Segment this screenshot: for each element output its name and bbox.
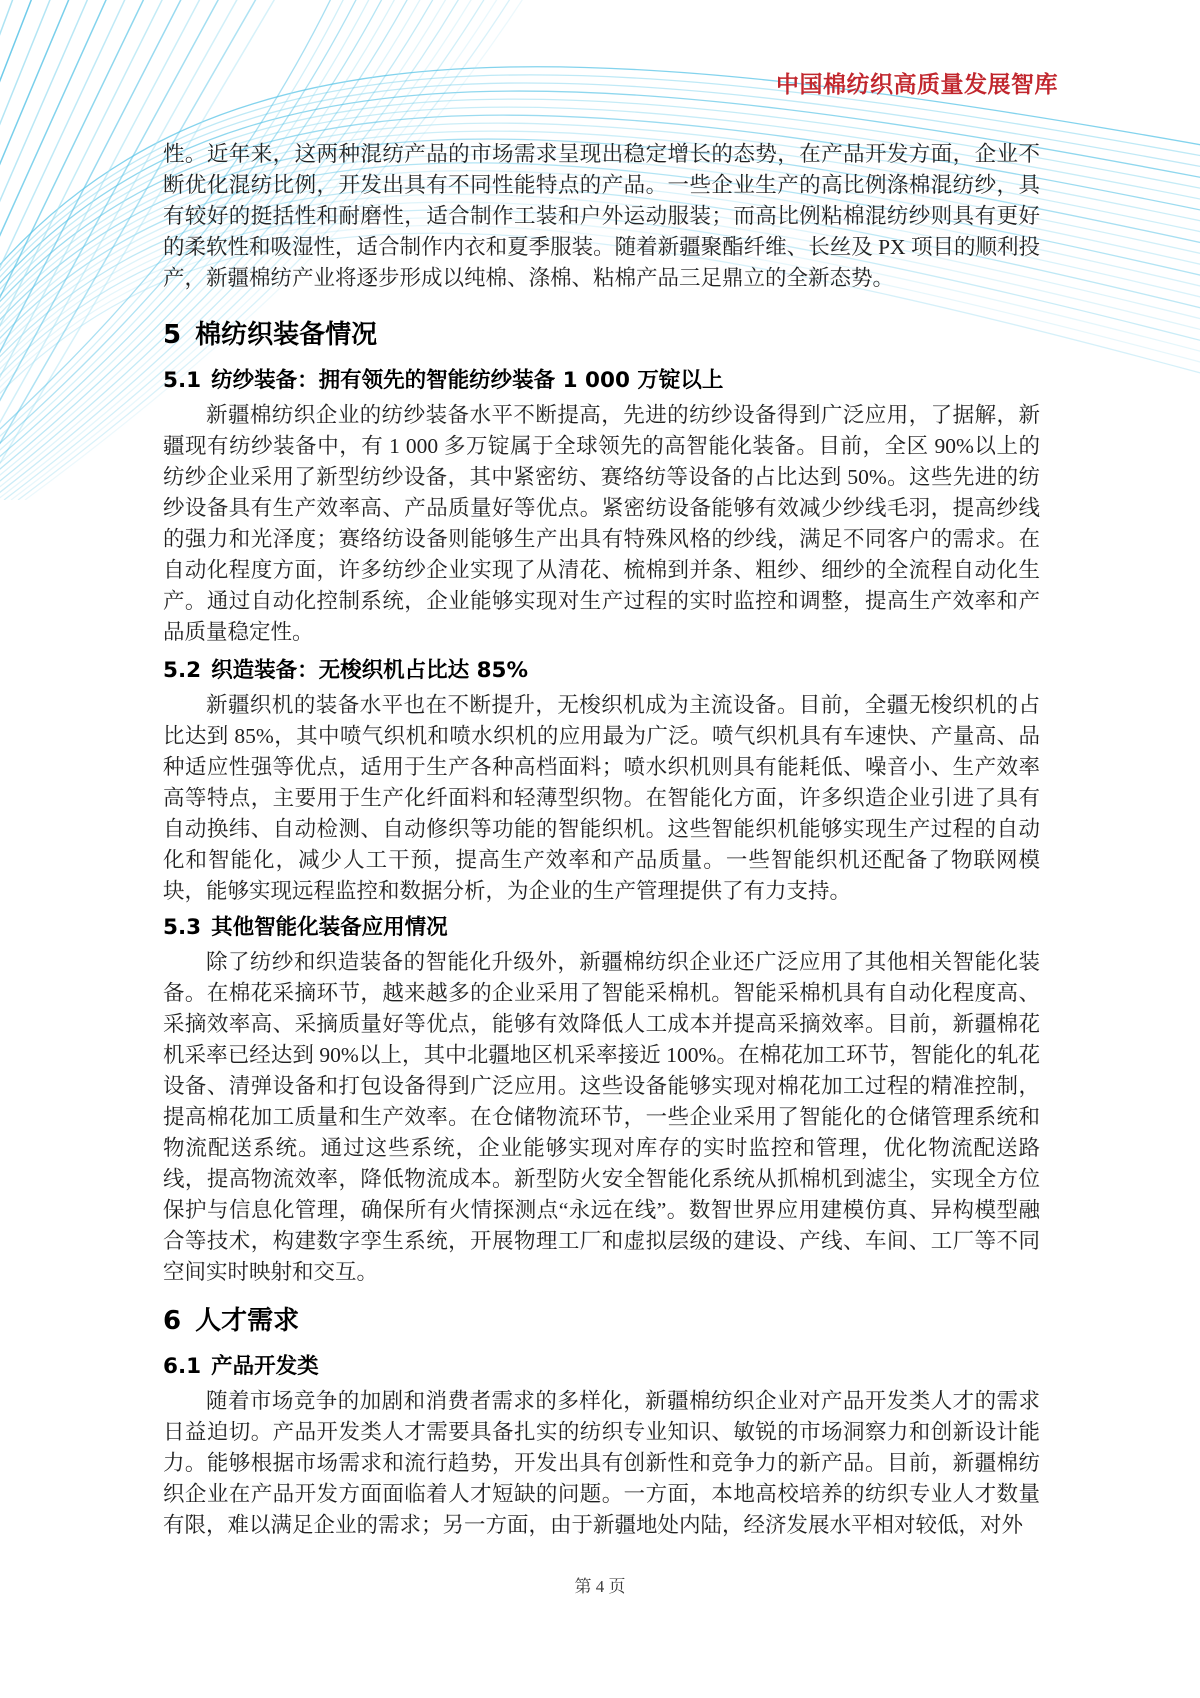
section-number: 6 xyxy=(163,1306,182,1336)
subsection-title: 产品开发类 xyxy=(211,1354,319,1379)
paragraph-6-1: 随着市场竞争的加剧和消费者需求的多样化，新疆棉纺织企业对产品开发类人才的需求日益迫切。产品开发类人才需要具备扎实的纺织专业知识、敏锐的市场洞察力和创新设计能力。能够根据市场需求和流行趋势，开发出具有创新性和竞争力的新产品。目前，新疆棉纺织企业在产品开发方面面临着人才短缺的问题。一方面，本地高校培养的纺织专业人才数量有限，难以满足企业的需求；另一方面，由于新疆地处内陆，经济发展水平相对较低，对外 xyxy=(163,1389,1040,1537)
wave-line xyxy=(0,0,96,490)
section-number: 5 xyxy=(163,320,182,350)
subsection-heading-6-1 xyxy=(163,1352,1040,1382)
paragraph-5-3: 除了纺纱和织造装备的智能化升级外，新疆棉纺织企业还广泛应用了其他相关智能化装备。在棉花采摘环节，越来越多的企业采用了智能采棉机。智能采棉机具有自动化程度高、采摘效率高、采摘质量好等优点，能够有效降低人工成本并提高采摘效率。目前，新疆棉花机采率已经达到 90%以上，其中北疆地区机采率接近 100%。在棉花加工环节，智能化的轧花设备、清弹设备和打包设备得到广泛应用。这些设备能够实现对棉花加工过程的精准控制，提高棉花加工质量和生产效率。在仓储物流环节，一些企业采用了智能化的仓储管理系统和物流配送系统。通过这些系统，企业能够实现对库存的实时监控和管理，优化物流配送路线，提高物流效率，降低物流成本。新型防火安全智能化系统从抓棉机到滤尘，实现全方位保护与信息化管理，确保所有火情探测点“永远在线”。数智世界应用建模仿真、异构模型融合等技术，构建数字孪生系统，开展物理工厂和虚拟层级的建设、产线、车间、工厂等不同空间实时映射和交互。 xyxy=(163,950,1040,1284)
wave-line xyxy=(0,0,134,490)
subsection-title: 织造装备：无梭织机占比达 85% xyxy=(211,658,529,683)
page-number: 第 4 页 xyxy=(574,1577,626,1596)
page-footer xyxy=(0,1572,1200,1597)
wave-line xyxy=(0,0,172,490)
document-body xyxy=(163,0,1040,1541)
paragraph-5-2: 新疆织机的装备水平也在不断提升，无梭织机成为主流设备。目前，全疆无梭织机的占比达到 85%，其中喷气织机和喷水织机的应用最为广泛。喷气织机具有车速快、产量高、品种适应性强等优点，适用于生产各种高档面料；喷水织机则具有能耗低、噪音小、生产效率高等特点，主要用于生产化纤面料和轻薄型织物。在智能化方面，许多织造企业引进了具有自动换纬、自动检测、自动修织等功能的智能织机。这些智能织机能够实现生产过程的自动化和智能化，减少人工干预，提高生产效率和产品质量。一些智能织机还配备了物联网模块，能够实现远程监控和数据分析，为企业的生产管理提供了有力支持。 xyxy=(163,693,1040,903)
wave-line xyxy=(0,0,77,490)
subsection-title: 其他智能化装备应用情况 xyxy=(211,915,448,940)
section-heading-6 xyxy=(163,1304,1040,1338)
paragraph-5-1: 新疆棉纺织企业的纺纱装备水平不断提高，先进的纺纱设备得到广泛应用，了据解，新疆现有纺纱装备中，有 1 000 多万锭属于全球领先的高智能化装备。目前，全区 90%以上的纺纱企业采用了新型纺纱设备，其中紧密纺、赛络纺等设备的占比达到 50%。这些先进的纺纱设备具有生产效率高、产品质量好等优点。紧密纺设备能够有效减少纱线毛羽，提高纱线的强力和光泽度；赛络纺设备则能够生产出具有特殊风格的纱线，满足不同客户的需求。在自动化程度方面，许多纺纱企业实现了从清花、梳棉到并条、粗纱、细纱的全流程自动化生产。通过自动化控制系统，企业能够实现对生产过程的实时监控和调整，提高生产效率和产品质量稳定性。 xyxy=(163,403,1040,644)
wave-line xyxy=(0,0,58,490)
wave-line xyxy=(0,0,20,490)
subsection-number: 5.3 xyxy=(163,915,202,940)
section-title: 棉纺织装备情况 xyxy=(195,320,378,350)
paragraph-continuation: 性。近年来，这两种混纺产品的市场需求呈现出稳定增长的态势，在产品开发方面，企业不断优化混纺比例，开发出具有不同性能特点的产品。一些企业生产的高比例涤棉混纺纱，具有较好的挺括性和耐磨性，适合制作工装和户外运动服装；而高比例粘棉混纺纱则具有更好的柔软性和吸湿性，适合制作内衣和夏季服装。随着新疆聚酯纤维、长丝及 PX 项目的顺利投产，新疆棉纺产业将逐步形成以纯棉、涤棉、粘棉产品三足鼎立的全新态势。 xyxy=(163,142,1040,290)
subsection-title: 纺纱装备：拥有领先的智能纺纱装备 1 000 万锭以上 xyxy=(211,368,724,393)
subsection-number: 5.2 xyxy=(163,658,202,683)
subsection-number: 5.1 xyxy=(163,368,202,393)
section-title: 人才需求 xyxy=(195,1306,300,1336)
brand-title: 中国棉纺织高质量发展智库 xyxy=(776,72,1058,98)
subsection-number: 6.1 xyxy=(163,1354,202,1379)
wave-line xyxy=(0,0,153,490)
subsection-heading-5-2 xyxy=(163,656,1040,686)
subsection-heading-5-3 xyxy=(163,913,1040,943)
subsection-heading-5-1 xyxy=(163,366,1040,396)
wave-line xyxy=(0,0,115,490)
section-heading-5 xyxy=(163,318,1040,352)
wave-line xyxy=(0,0,39,490)
